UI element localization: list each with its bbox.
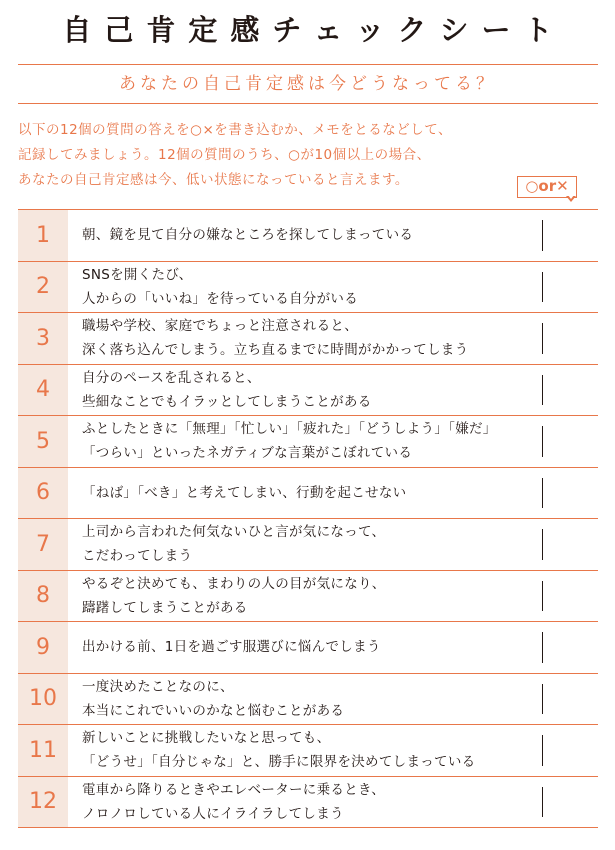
answer-box[interactable] <box>542 365 598 416</box>
question-line: 新しいことに挑戦したいなと思っても、 <box>82 730 331 747</box>
question-line: 自分のペースを乱されると、 <box>82 369 261 386</box>
badge-tail-inner <box>568 195 574 199</box>
question-text <box>68 622 542 673</box>
question-number: 10 <box>18 674 68 725</box>
subtitle-band <box>18 64 598 104</box>
question-row <box>18 262 598 314</box>
answer-box[interactable] <box>542 622 598 673</box>
answer-legend-badge: ○or✕ <box>517 176 577 198</box>
intro-line: 以下の12個の質問の答えを○×を書き込むか、メモをとるなどして、 <box>18 122 452 138</box>
intro-line: あなたの自己肯定感は今、低い状態になっていると言えます。 <box>18 172 409 188</box>
question-row <box>18 365 598 417</box>
question-line: 出かける前、1日を過ごす服選びに悩んでしまう <box>82 639 381 656</box>
question-line: ノロノロしている人にイライラしてしまう <box>82 805 344 822</box>
question-line: 些細なことでもイラッとしてしまうことがある <box>82 393 372 410</box>
question-number: 9 <box>18 622 68 673</box>
question-row <box>18 674 598 726</box>
question-line: 「つらい」といったネガティブな言葉がこぼれている <box>82 445 413 462</box>
question-line: SNSを開くたび、 <box>82 266 193 283</box>
answer-box[interactable] <box>542 468 598 519</box>
question-text <box>68 674 542 725</box>
question-line: こだわってしまう <box>82 548 193 565</box>
question-line: 人からの「いいね」を待っている自分がいる <box>82 290 358 307</box>
question-line: 電車から降りるときやエレベーターに乗るとき、 <box>82 781 386 798</box>
question-row <box>18 313 598 365</box>
answer-box[interactable] <box>542 777 598 828</box>
answer-box[interactable] <box>542 313 598 364</box>
intro-text <box>18 118 528 193</box>
question-text <box>68 262 542 313</box>
question-text <box>68 313 542 364</box>
question-text <box>68 725 542 776</box>
question-number: 5 <box>18 416 68 467</box>
question-line: 「どうせ」「自分じゃな」と、勝手に限界を決めてしまっている <box>82 754 476 771</box>
answer-box[interactable] <box>542 674 598 725</box>
question-line: 職場や学校、家庭でちょっと注意されると、 <box>82 318 358 335</box>
question-row <box>18 725 598 777</box>
answer-box[interactable] <box>542 210 598 261</box>
question-row <box>18 622 598 674</box>
question-number: 11 <box>18 725 68 776</box>
question-number: 12 <box>18 777 68 828</box>
answer-box[interactable] <box>542 571 598 622</box>
question-text <box>68 468 542 519</box>
question-line: 一度決めたことなのに、 <box>82 678 234 695</box>
subtitle: あなたの自己肯定感は今どうなってる？ <box>119 74 497 94</box>
question-row <box>18 210 598 262</box>
question-row <box>18 519 598 571</box>
answer-box[interactable] <box>542 262 598 313</box>
page-title: 自己肯定感チェックシート <box>62 13 566 47</box>
question-line: 本当にこれでいいのかなと悩むことがある <box>82 702 345 719</box>
question-row <box>18 468 598 520</box>
question-row <box>18 777 598 829</box>
question-number: 7 <box>18 519 68 570</box>
intro-line: 記録してみましょう。12個の質問のうち、○が10個以上の場合、 <box>18 147 431 163</box>
answer-box[interactable] <box>542 725 598 776</box>
question-line: 上司から言われた何気ないひと言が気になって、 <box>82 524 386 541</box>
question-line: 朝、鏡を見て自分の嫌なところを探してしまっている <box>82 227 414 244</box>
question-number: 3 <box>18 313 68 364</box>
question-line: 躊躇してしまうことがある <box>82 599 248 616</box>
question-row <box>18 416 598 468</box>
answer-box[interactable] <box>542 519 598 570</box>
question-table <box>18 209 598 828</box>
answer-box[interactable] <box>542 416 598 467</box>
question-row <box>18 571 598 623</box>
question-number: 6 <box>18 468 68 519</box>
question-line: ふとしたときに「無理」「忙しい」「疲れた」「どうしよう」「嫌だ」 <box>82 421 497 438</box>
question-number: 2 <box>18 262 68 313</box>
question-text <box>68 571 542 622</box>
question-text <box>68 519 542 570</box>
question-line: 「ねば」「べき」と考えてしまい、行動を起こせない <box>82 484 407 501</box>
question-number: 8 <box>18 571 68 622</box>
question-text <box>68 210 542 261</box>
question-number: 1 <box>18 210 68 261</box>
question-text <box>68 777 542 828</box>
question-line: やるぞと決めても、まわりの人の目が気になり、 <box>82 575 386 592</box>
question-text <box>68 416 542 467</box>
question-text <box>68 365 542 416</box>
question-number: 4 <box>18 365 68 416</box>
question-line: 深く落ち込んでしまう。立ち直るまでに時間がかかってしまう <box>82 342 469 359</box>
